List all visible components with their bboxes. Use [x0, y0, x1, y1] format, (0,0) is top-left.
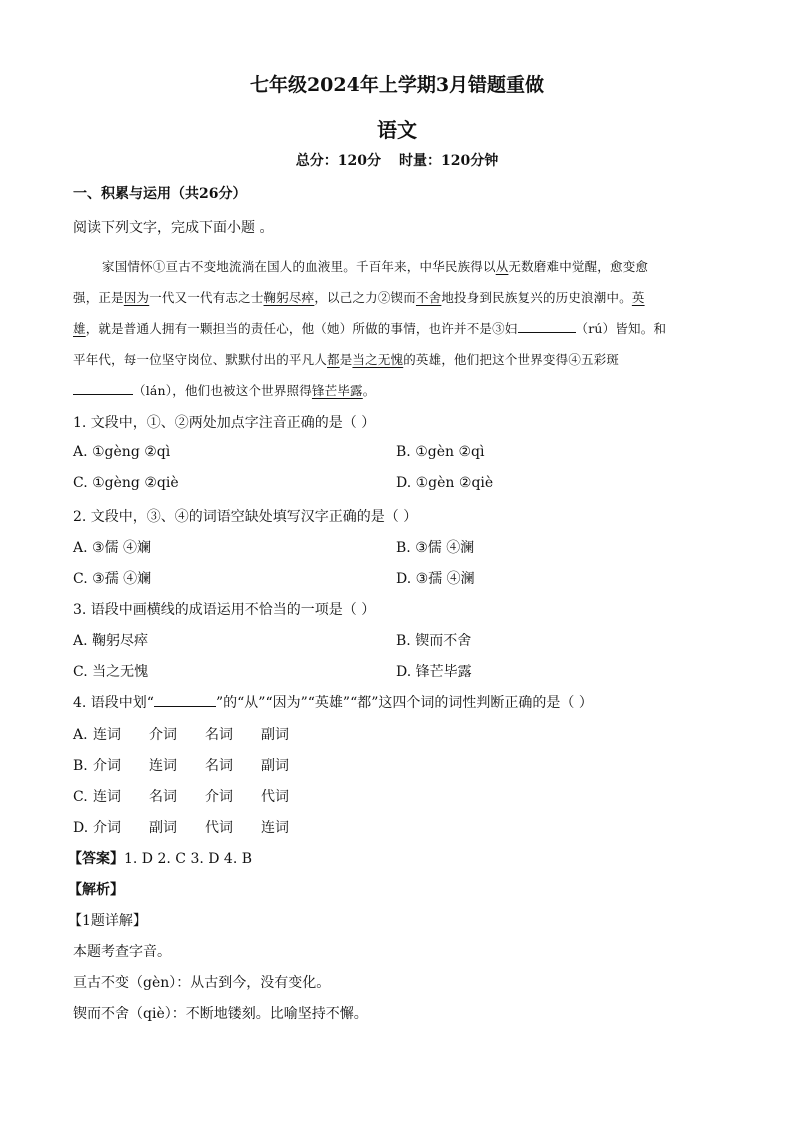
total-score: 总分：120分 [295, 153, 381, 169]
underlined-word: 都 [327, 352, 340, 367]
page-title: 七年级2024年上学期3月错题重做 [249, 74, 545, 96]
instruction: 阅读下列文字，完成下面小题 。 [73, 220, 274, 236]
passage-line-5: （lán），他们也被这个世界照得锋芒毕露。 [73, 381, 375, 399]
exam-meta [0, 150, 794, 170]
analysis-line: 本题考查字音。 [73, 944, 171, 960]
blank-4 [73, 382, 133, 395]
underlined-idiom: 当之无愧 [352, 352, 404, 367]
analysis-subheading: 【1题详解】 [68, 913, 147, 929]
underline-marker [154, 694, 216, 707]
underlined-idiom: 锋芒毕露 [311, 383, 363, 398]
q4-option-b[interactable]: B. 介词 连词 名词 副词 [73, 758, 289, 774]
underlined-word: 因为 [123, 290, 150, 305]
question-1-stem: 1. 文段中，①、②两处加点字注音正确的是（ ） [73, 415, 376, 431]
answer-text: 1. D 2. C 3. D 4. B [124, 851, 253, 867]
passage-line-2: 强，正是因为一代又一代有志之士鞠躬尽瘁，以己之力②锲而不舍地投身到民族复兴的历史浪潮中。英 [73, 290, 645, 305]
q3-option-d[interactable]: D. 锋芒毕露 [396, 664, 472, 680]
q3-option-b[interactable]: B. 锲而不舍 [396, 633, 472, 649]
analysis-line: 锲而不舍（qiè）：不断地镂刻。比喻坚持不懈。 [73, 1006, 368, 1022]
q1-option-b[interactable]: B. ①gèn ②qì [396, 444, 485, 460]
blank-3 [518, 320, 576, 333]
q1-option-c[interactable]: C. ①gèng ②qiè [73, 475, 179, 491]
time-limit: 时量：120分钟 [399, 153, 499, 169]
passage-line-3: 雄，就是普通人拥有一颗担当的责任心，他（她）所做的事情，也许并不是③妇 （rú）皆知。和 [73, 321, 667, 336]
q2-option-c[interactable]: C. ③孺 ④斓 [73, 571, 152, 587]
question-2-stem: 2. 文段中，③、④的词语空缺处填写汉字正确的是（ ） [73, 509, 418, 525]
question-4-stem: 4. 语段中划“ ”的“从”“因为”“英雄”“都”这四个词的词性判断正确的是（ ） [73, 695, 593, 711]
q4-option-a[interactable]: A. 连词 介词 名词 副词 [73, 727, 289, 743]
q3-option-a[interactable]: A. 鞠躬尽瘁 [73, 633, 149, 649]
q1-option-a[interactable]: A. ①gèng ②qì [73, 444, 171, 460]
q2-option-d[interactable]: D. ③孺 ④澜 [396, 571, 475, 587]
underlined-idiom: 不舍 [415, 290, 442, 305]
question-3-stem: 3. 语段中画横线的成语运用不恰当的一项是（ ） [73, 602, 376, 618]
q4-option-d[interactable]: D. 介词 副词 代词 连词 [73, 820, 289, 836]
underlined-word: 雄 [73, 321, 86, 336]
underlined-idiom: 鞠躬尽瘁 [263, 290, 315, 305]
underlined-word: 从 [495, 259, 509, 274]
section-heading: 一、积累与运用（共26分） [73, 186, 247, 202]
underlined-word: 英 [631, 290, 645, 305]
q2-option-a[interactable]: A. ③儒 ④斓 [73, 540, 152, 556]
q4-option-c[interactable]: C. 连词 名词 介词 代词 [73, 789, 289, 805]
analysis-tag: 【解析】 [68, 882, 124, 898]
subject-title: 语文 [377, 118, 417, 142]
passage-line-4: 平年代，每一位坚守岗位、默默付出的平凡人都是当之无愧的英雄，他们把这个世界变得④五彩斑 [73, 352, 620, 367]
q2-option-b[interactable]: B. ③儒 ④澜 [396, 540, 475, 556]
answer-tag: 【答案】 [68, 851, 124, 867]
answer-line [68, 848, 252, 868]
q3-option-c[interactable]: C. 当之无愧 [73, 664, 149, 680]
analysis-line: 亘古不变（gèn）：从古到今，没有变化。 [73, 975, 331, 991]
passage-line-1: 家国情怀①亘古不变地流淌在国人的血液里。千百年来，中华民族得以从无数磨难中觉醒，愈变愈 [102, 259, 649, 274]
q1-option-d[interactable]: D. ①gèn ②qiè [396, 475, 494, 491]
